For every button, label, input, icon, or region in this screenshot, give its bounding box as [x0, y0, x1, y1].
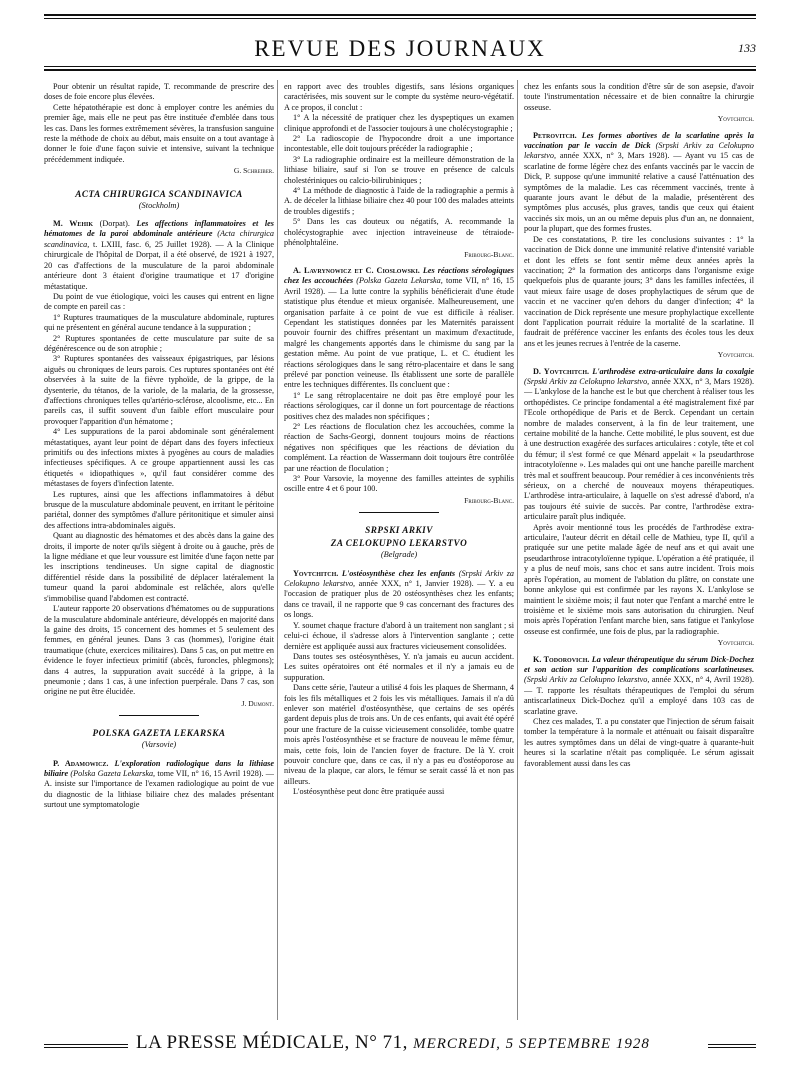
article-text: année XXX, n° 1, Janvier 1928). — Y. a eu l'occasion de pratiquer plus de 20 ostéosynthèses chez les enfants; dans ce travail, il ne rapporte que 9 cas concernant des fractures des os longs.	[284, 579, 514, 620]
paragraph: Dans cette série, l'auteur a utilisé 4 fois les plaques de Shermann, 4 fois les fils métalliques et 2 fois les vis métalliques. Jamais il n'a dû enlever son matériel d'ostéosynthèse, que certains de ses opérés gardent depuis plus de trois ans. Un de ces enfants, qui avait été opéré pour une fracture de la cuisse vicieusement consolidée, tombe quatre mois après l'ostéosynthèse et se fracture de nouveau le même fémur, mais, cette fois, loin de l'ancien foyer de fracture. De là Y. croit pouvoir conclure que, dans ce cas, il n'y a pas eu d'ostéoporose au niveau de la plaque, car alors, le fémur se serait cassé là et non pas ailleurs.	[284, 683, 514, 786]
section-title: POLSKA GAZETA LEKARSKA	[92, 728, 226, 739]
footer-rule-right	[708, 1044, 756, 1048]
article-source: (Srpski Arkiv za Celokupno lekarstvo,	[524, 675, 650, 685]
journal-name: LA PRESSE MÉDICALE, N° 71,	[136, 1032, 408, 1053]
section-title-line-2: ZA CELOKUPNO LEKARSTVO	[330, 538, 468, 549]
section-title: ACTA CHIRURGICA SCANDINAVICA	[75, 188, 243, 199]
article-source: (Polska Gazeta Lekarska,	[353, 276, 443, 286]
article-title: L'ostéosynthèse chez les enfants	[338, 568, 456, 578]
author-signature: J. Dumont.	[241, 698, 274, 708]
article-place: (Dorpat).	[93, 219, 137, 229]
author-signature: Fribourg-Blanc.	[464, 495, 514, 505]
paragraph: Cette hépatothérapie est donc à employer contre les anémies du premier âge, mais elle ne peut pas être instituée d'emblée dans tous les cas. Dans les formes extrêmement sévères, la transfusion sanguine reste la méthode de choix au début, mais ensuite on a tout avantage à donner le foie d'une façon suivie et intensive, suivant la technique précédemment indiquée.	[44, 102, 274, 164]
article-source: (Srpski Arkiv za Celokupno lekarstvo,	[524, 376, 650, 386]
paragraph: 1° A la nécessité de pratiquer chez les dyspeptiques un examen clinique approfondi et de l'associer toujours à une cholécystographie ;	[284, 113, 514, 133]
column-divider-1	[277, 80, 278, 1020]
article-author: P. Adamowicz.	[53, 758, 109, 768]
section-separator	[119, 715, 199, 716]
header-rule-top	[44, 14, 756, 16]
article-author: D. Yovtchitch.	[533, 366, 590, 376]
article-author: Petrovitch.	[533, 130, 577, 140]
article-text: année XXX, n° 3, Mars 1928). — Ayant vu 15 cas de scarlatine de forme légère chez des enfants vaccinés par le vaccin de Dick, P. suppose qu'une immunité relative a causé l'atténuation des symptômes de la maladie. Les cas récemment vaccinés, trente à quarante jours avant le début de la maladie, présentèrent des symptômes plus accusés, plus graves, tandis que ceux qui étaient vaccinés six mois, un an ou même depuis plus d'un an, ne donnaient, pour la plupart, que des formes frustes.	[524, 151, 754, 234]
article-text: année XXX, n° 4, Avril 1928). — T. rapporte les résultats thérapeutiques de l'emploi du sérum antiscarlatineux Dick-Dochez qu'il a employé dans 103 cas de scarlatine grave.	[524, 675, 754, 716]
section-subtitle: (Belgrade)	[380, 550, 418, 560]
paragraph: 2° Ruptures spontanées de cette musculature par suite de sa dégénérescence ou de son atrophie ;	[44, 333, 274, 353]
article-title: Les affections inflammatoires et les hématomes de la paroi abdominale antérieure	[44, 219, 274, 239]
section-subtitle: (Stockholm)	[138, 200, 180, 210]
article-title: L'arthrodèse extra-articulaire dans la coxalgie	[589, 366, 754, 376]
paragraph: Pour obtenir un résultat rapide, T. recommande de prescrire des doses de foie encore plus élevées.	[44, 82, 274, 102]
paragraph: 2° La radioscopie de l'hypocondre droit a une importance incontestable, elle doit toujours précéder la radiographie ;	[284, 134, 514, 154]
article-entry	[44, 759, 274, 811]
paragraph: 5° Dans les cas douteux ou négatifs, A. recommande la cholécystographie avec injection intraveineuse de tétraiode-phénolphtaléine.	[284, 217, 514, 248]
article-entry	[44, 219, 274, 292]
article-title: Les réactions sérologiques chez les accouchées	[284, 265, 514, 286]
author-signature: G. Schreiber.	[233, 166, 274, 176]
column-1	[44, 82, 274, 1020]
article-text: année XXX, n° 3, Mars 1928). — L'ankylose de la hanche est le but que cherchent à réaliser tous les orthopédistes. Ce principe fondamental a été magistralement fixé par l'Ecole orthopédique de Paris et de Berck. Cependant un certain nombre de malades conservent, à la fin de leur traitement, une certaine mobilité de la hanche. Cette mobilité, le plus souvent, est due à une destruction exagérée des surfaces articulaires : cotyle, tête et col du fémur; il s'est formé ce que Ménard appelait « la pseudarthrose intracotyloïenne ». Les malades qui ont une hanche pareille marchent très mal et souffrent beaucoup. Pour remédier à ces inconvénients très sérieux, on a cherché de nouveaux moyens thérapeutiques. L'arthrodèse intra-articulaire, à laquelle on s'est adressé d'abord, n'a pas toujours été suivie de succès. Par contre, l'arthrodèse extra-articulaire paraît plus indiquée.	[524, 376, 754, 522]
header-rule-top-thin	[44, 18, 756, 19]
article-source: (Srpski Arkiv za Celokupno lekarstvo,	[284, 568, 514, 589]
paragraph: De ces constatations, P. tire les conclusions suivantes : 1° la vaccination de Dick donne une immunité relative d'intensité variable et dont les effets se font sentir même deux années après la vaccination; 2° la formation des anticorps dans l'organisme exige quelquefois plus de quarante jours; 3° dans les familles infectées, il vaut mieux faire usage de doses prophylactiques de sérum que de vaccin et ne vacciner qu'en dehors du danger d'infection; 4° la vaccination de Dick représente une mesure prophylactique excellente dont l'application pourrait réduire la mortalité de la scarlatine. Il faudrait de préférence vacciner les enfants des écoles tous les deux ans et les jeunes recrues à l'entrée de la caserne.	[524, 234, 754, 348]
article-text: tome VII, n° 16, 15 Avril 1928). — A. insiste sur l'importance de l'examen radiologique au point de vue du diagnostic de la lithiase biliaire chez des malades présentant surtout une symptomatologie	[44, 768, 274, 810]
section-subtitle: (Varsovie)	[141, 740, 177, 750]
paragraph: Chez ces malades, T. a pu constater que l'injection de sérum faisait tomber la température à la normale et atténuait ou faisait disparaître les autres symptômes dans un délai de vingt-quatre à quarante-huit heures si la scarlatine n'était pas compliquée. Le sérum agissait favorablement aussi dans les cas	[524, 716, 754, 768]
article-author: Yovtchitch.	[293, 568, 339, 578]
footer-text	[136, 1032, 650, 1054]
article-title: La valeur thérapeutique du sérum Dick-Dochez et son action sur l'apparition des complications scarlatineuses.	[524, 654, 754, 674]
issue-date: MERCREDI, 5 SEPTEMBRE 1928	[413, 1036, 650, 1052]
paragraph: Quant au diagnostic des hématomes et des abcès dans la gaine des droits, il importe de noter qu'ils siègent à droite ou à gauche, près de la ligne médiane et que leur voussure est limitée d'une façon nette par les inscriptions tendineuses. Un signe capital de diagnostic différentiel réside dans la possibilité de déplacer latéralement la tumeur quand la paroi abdominale est relâchée, alors qu'elle s'immobilise quand l'abdomen est contracté.	[44, 531, 274, 603]
article-text: tome VII, n° 16, 15 Avril 1928). — La lutte contre la syphilis bénéficierait d'une étude statistique plus étendue et mieux organisée. Malheureusement, une organisation parfaite à ce point de vue est difficile à réaliser. Cependant les statistiques données par les Maternités paraissent pouvoir fournir des chiffres présentant un maximum d'exactitude, malgré les changements apportés dans le chimisme du sang par la gestation même. Au point de vue pratique, L. et C. étudient les réactions sérologiques dans le sang rétro-placentaire et dans le sang prélevé par ponction veineuse. Ils établissent une sorte de parallèle entre les techniques différentes. Ils concluent que :	[284, 276, 514, 390]
column-2	[284, 82, 514, 1020]
paragraph: L'ostéosynthèse peut donc être pratiquée aussi	[293, 787, 445, 797]
footer-rule-left	[44, 1044, 128, 1048]
header-rule-bottom-thick	[44, 69, 756, 71]
author-signature: Yovtchitch.	[717, 114, 754, 124]
section-title: SRPSKI ARKIV	[365, 525, 433, 536]
header-rule-bottom	[44, 66, 756, 67]
paragraph: chez les enfants sous la condition d'être sûr de son asepsie, d'avoir toute l'instrumentation nécessaire et de bien connaître la chirurgie osseuse.	[524, 82, 754, 112]
page-header	[44, 14, 756, 66]
article-title: Les formes abortives de la scarlatine après la vaccination par le vaccin de Dick	[524, 130, 754, 151]
article-entry	[524, 131, 754, 235]
article-entry	[524, 655, 754, 717]
article-text: t. LXIII, fasc. 6, 25 Juillet 1928). — A la Clinique chirurgicale de l'hôpital de Dorpat, il a été observé, de 1921 à 1927, 20 cas d'affections de la musculature de la paroi abdominale antérieure dont 3 étaient d'origine traumatique et 17 d'origine métastatique.	[44, 239, 274, 291]
paragraph: L'auteur rapporte 20 observations d'hématomes ou de suppurations de la musculature abdominale antérieure, développés en majorité dans la gaine des droits, 15 concernent des hommes et 5 seulement des femmes, en général jeunes. Dans 3 cas (hommes), l'origine était traumatique (chute, exercices militaires). Dans 5 cas, on put mettre en évidence le foyer infectieux primitif (abcès, furoncles, phlegmons); dans 4 autres, la suppuration avait succédé à la grippe, à la pneumonie ; dans 1 cas, à une infection puerpérale. Dans 7 cas, son origine ne put être élucidée.	[44, 604, 274, 697]
paragraph: 3° La radiographie ordinaire est la meilleure démonstration de la lithiase biliaire, sauf si l'on se trouve en présence de calculs cholestériniques ou calcio-bilirubiniques ;	[284, 154, 514, 185]
paragraph: 4° Les suppurations de la paroi abdominale sont généralement métastatiques, ayant leur point de départ dans des foyers infectieux primitifs ou des infections mixtes à pyogènes au cours de maladies infectieuses spécifiques. A ce groupe appartiennent aussi les cas étiquetés « idiopathiques », qu'il faut considérer comme des métastases de foyers d'infection latente.	[44, 427, 274, 489]
article-author: K. Todorovich.	[533, 654, 590, 664]
paragraph: 1° Ruptures traumatiques de la musculature abdominale, ruptures qui ne présentent en général aucune tendance à la suppuration ;	[44, 312, 274, 333]
article-entry	[284, 266, 514, 391]
article-entry	[284, 569, 514, 621]
article-source: (Polska Gazeta Lekarska,	[68, 768, 156, 778]
article-title: L'exploration radiologique dans la lithiase biliaire	[44, 758, 274, 778]
author-signature: Yovtchitch.	[717, 350, 754, 360]
article-source: (Acta chirurgica scandinavica,	[44, 229, 274, 249]
paragraph: Du point de vue étiologique, voici les causes qui entrent en ligne de compte en pareil cas :	[44, 291, 274, 312]
paragraph: 3° Pour Varsovie, la moyenne des familles atteintes de syphilis oscille entre 4 et 6 pour 100.	[284, 474, 514, 494]
article-author: M. Wehik	[53, 219, 94, 229]
page-footer	[44, 1030, 756, 1070]
paragraph: 3° Ruptures spontanées des vaisseaux épigastriques, par lésions aiguës ou chroniques de leurs parois. Ces ruptures spontanées ont été observées à la suite de la fièvre typhoïde, de la grippe, de la dysenterie, du tétanos, de la variole, de la malaria, de la grossesse, d'affections chroniques telles qu'artério-sclérose, alcoolisme, etc... En pareils cas, il suffit souvent d'un faible effort musculaire pour provoquer l'apparition d'un hématome ;	[44, 354, 274, 426]
paragraph: Après avoir mentionné tous les procédés de l'arthrodèse extra-articulaire, l'auteur décrit en détail celle de Mathieu, type II, qu'il a pratiquée sur une petite malade âgée de neuf ans et qui avait une pseudarthrose intracotyloïenne typique. L'opération a été pratiquée, il y a plus de neuf mois, sans choc et sans autre incident. Trois mois après l'opération, au moment de l'ablation du plâtre, on constate une bonne ankylose qui est confirmée par les rayons X. L'ankylose se maintient le sixième mois; il faut noter que l'enfant a marché entre le troisième et le sixième mois sans autorisation du chirurgien. Neuf mois après l'opération l'enfant marche bien, sans fatigue et l'ankylose osseuse est confirmée, une fois de plus, par la radiographie.	[524, 522, 754, 636]
paragraph: 4° La méthode de diagnostic à l'aide de la radiographie a permis à A. de déceler la lithiase biliaire chez 40 pour 100 des malades atteints de troubles digestifs ;	[284, 186, 514, 216]
article-source: (Srpski Arkiv za Celokupno lekarstvo,	[524, 141, 754, 161]
paragraph: Dans toutes ses ostéosynthèses, Y. n'a jamais eu aucun accident. Les suites opératoires ont été normales et il n'y a jamais eu de suppuration.	[284, 651, 514, 682]
paragraph: Y. soumet chaque fracture d'abord à un traitement non sanglant ; si celui-ci échoue, il s'adresse alors à l'intervention sanglante ; cette dernière est appliquée aussi aux fractures vicieusement consolidées.	[284, 620, 514, 651]
paragraph: en rapport avec des troubles digestifs, sans lésions organiques caractérisées, mis souvent sur le compte du système neuro-végétatif. A ce propos, il conclut :	[284, 82, 514, 112]
paragraph: 1° Le sang rétroplacentaire ne doit pas être employé pour les réactions sérologiques, car il donne un fort pourcentage de réactions positives chez des malades non spécifiques ;	[284, 390, 514, 421]
article-entry	[524, 367, 754, 523]
author-signature: Yovtchitch.	[717, 638, 754, 648]
article-author: A. Lavrynowicz et C. Cioslowski.	[293, 265, 420, 275]
column-3	[524, 82, 754, 1020]
author-signature: Fribourg-Blanc.	[464, 249, 514, 259]
section-separator	[359, 512, 439, 513]
paragraph: Les ruptures, ainsi que les affections inflammatoires à début brusque de la musculature abdominale peuvent, en irritant le péritoine pariétal, donner des symptômes d'allure péritonitique et simuler ainsi des affections intra-abdominales aiguës.	[44, 489, 274, 530]
paragraph: 2° Les réactions de floculation chez les accouchées, comme la réaction de Sachs-Georgi, donnent toujours moins de réactions négatives non spécifiques que les réactions de déviation du complément. La réaction de Wassermann doit toujours être contrôlée par une réaction de floculation ;	[284, 422, 514, 473]
column-divider-2	[517, 80, 518, 1020]
page-number: 133	[738, 41, 756, 55]
running-title: REVUE DES JOURNAUX	[254, 36, 546, 61]
